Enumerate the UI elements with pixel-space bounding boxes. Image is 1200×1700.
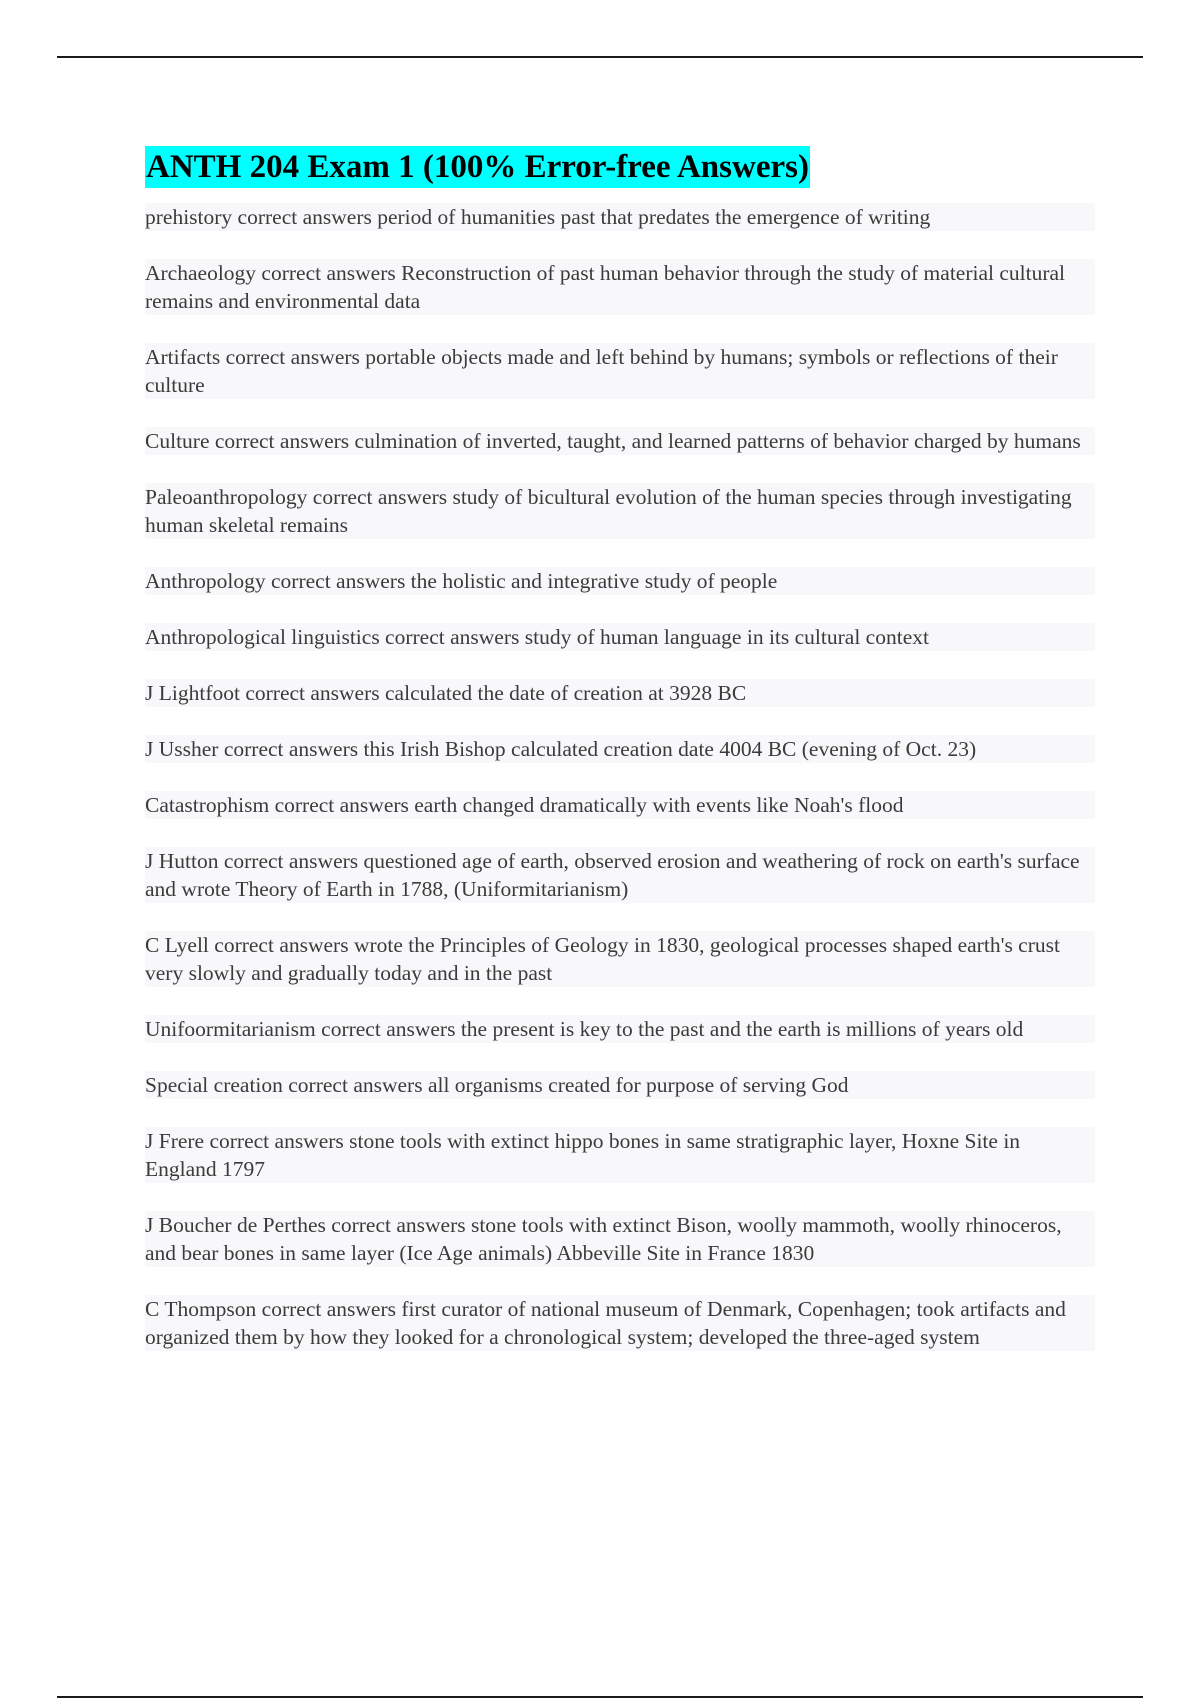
list-item: Anthropological linguistics correct answers study of human language in its cultural context	[145, 623, 1095, 651]
list-item: J Boucher de Perthes correct answers stone tools with extinct Bison, woolly mammoth, woolly rhinoceros, and bear bones in same layer (Ice Age animals) Abbeville Site in France 1830	[145, 1211, 1095, 1267]
list-item: J Lightfoot correct answers calculated the date of creation at 3928 BC	[145, 679, 1095, 707]
document-title: ANTH 204 Exam 1 (100% Error-free Answers)	[145, 146, 810, 188]
list-item: Catastrophism correct answers earth changed dramatically with events like Noah's flood	[145, 791, 1095, 819]
list-item: C Lyell correct answers wrote the Principles of Geology in 1830, geological processes shaped earth's crust very slowly and gradually today and in the past	[145, 931, 1095, 987]
list-item: J Ussher correct answers this Irish Bishop calculated creation date 4004 BC (evening of Oct. 23)	[145, 735, 1095, 763]
list-item: J Frere correct answers stone tools with extinct hippo bones in same stratigraphic layer, Hoxne Site in England 1797	[145, 1127, 1095, 1183]
list-item: C Thompson correct answers first curator of national museum of Denmark, Copenhagen; took artifacts and organized them by how they looked for a chronological system; developed the three-aged system	[145, 1295, 1095, 1351]
list-item: Unifoormitarianism correct answers the present is key to the past and the earth is millions of years old	[145, 1015, 1095, 1043]
list-item: Archaeology correct answers Reconstruction of past human behavior through the study of material cultural remains and environmental data	[145, 259, 1095, 315]
entry-list	[145, 203, 1095, 1351]
list-item: Culture correct answers culmination of inverted, taught, and learned patterns of behavior charged by humans	[145, 427, 1095, 455]
document-body	[145, 146, 1095, 1379]
list-item: prehistory correct answers period of humanities past that predates the emergence of writing	[145, 203, 1095, 231]
list-item: Artifacts correct answers portable objects made and left behind by humans; symbols or reflections of their culture	[145, 343, 1095, 399]
list-item: J Hutton correct answers questioned age of earth, observed erosion and weathering of rock on earth's surface and wrote Theory of Earth in 1788, (Uniformitarianism)	[145, 847, 1095, 903]
list-item: Paleoanthropology correct answers study of bicultural evolution of the human species through investigating human skeletal remains	[145, 483, 1095, 539]
list-item: Special creation correct answers all organisms created for purpose of serving God	[145, 1071, 1095, 1099]
bottom-rule	[57, 1696, 1143, 1698]
top-rule	[57, 56, 1143, 58]
list-item: Anthropology correct answers the holistic and integrative study of people	[145, 567, 1095, 595]
